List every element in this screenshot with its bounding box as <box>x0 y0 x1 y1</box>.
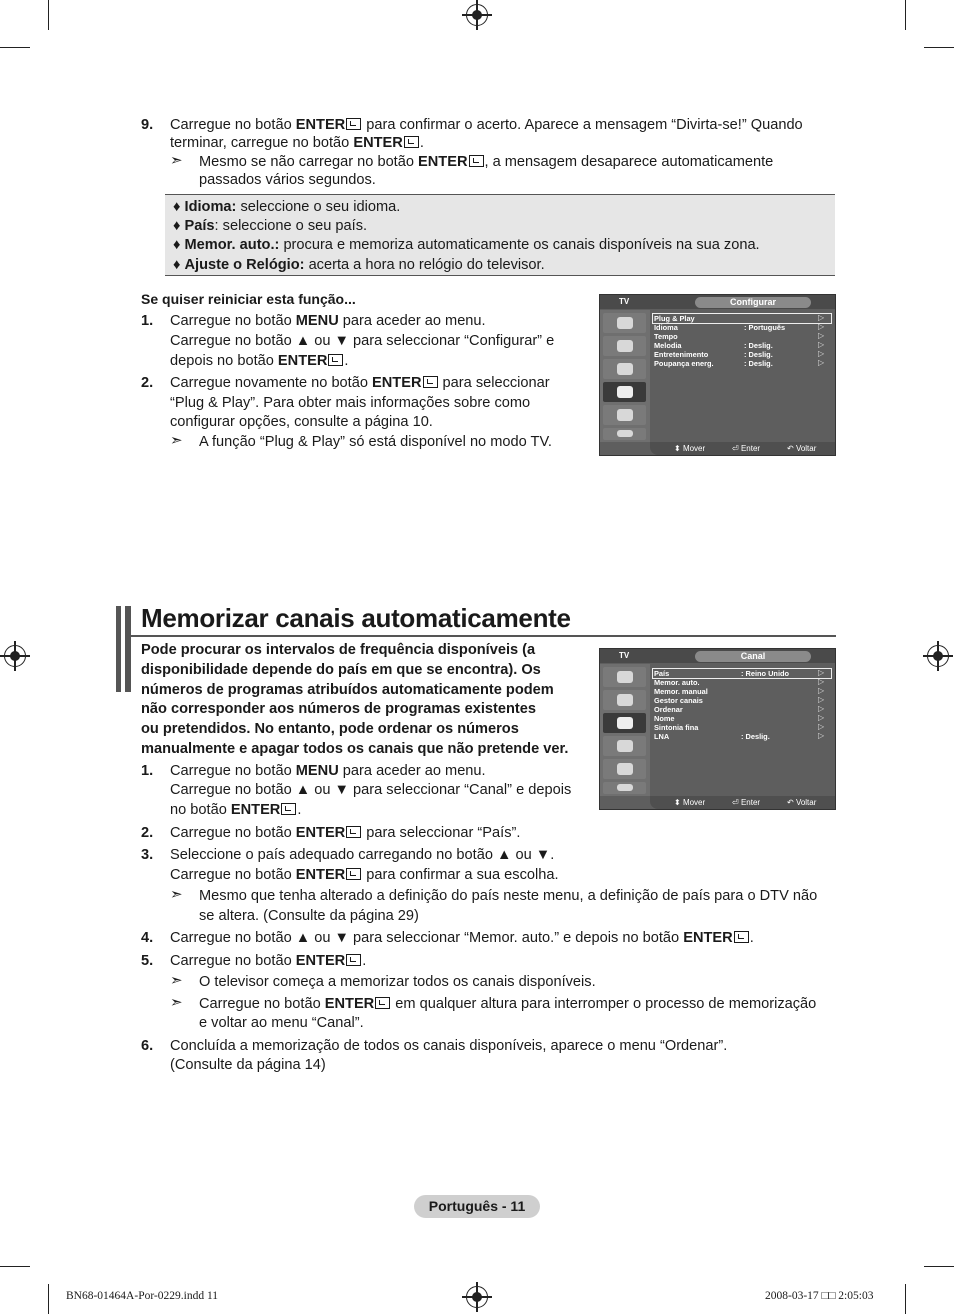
osd-row-label[interactable]: Nome <box>654 714 675 723</box>
reset-step-1-line-3: depois no botão ENTER . <box>170 353 349 369</box>
crop-mark <box>48 0 49 30</box>
osd-row-label[interactable]: Tempo <box>654 332 678 341</box>
step-9-note-cont: passados vários segundos. <box>199 172 376 188</box>
step-number: 2. <box>141 375 154 391</box>
osd-row-label[interactable]: Memor. auto. <box>654 678 700 687</box>
enter-hint: ⏎ Enter <box>732 798 761 807</box>
osd-row-value: : Reino Unido <box>741 669 790 678</box>
footer-file: BN68-01464A-Por-0229.indd 11 <box>66 1290 219 1302</box>
osd-row-label[interactable]: Ordenar <box>654 705 683 714</box>
step-number: 4. <box>141 930 154 946</box>
enter-icon <box>423 376 438 388</box>
step-3-line-1: Seleccione o país adequado carregando no botão ▲ ou ▼. <box>170 847 555 863</box>
picture-icon[interactable] <box>603 313 646 333</box>
osd-row-label[interactable]: Sintonia fina <box>654 723 699 732</box>
step-6-line-1: Concluída a memorização de todos os canais disponíveis, aparece o menu “Ordenar”. <box>170 1038 728 1054</box>
reset-step-2-line-1: Carregue novamente no botão ENTER para seleccionar <box>170 375 550 391</box>
step-5-note-2: Carregue no botão ENTER em qualquer altura para interromper o processo de memorização <box>199 996 817 1012</box>
osd-sidebar <box>600 310 650 442</box>
info-item: ♦ Idioma: seleccione o seu idioma. <box>173 199 401 215</box>
arrow-right-icon: ▷ <box>818 695 825 704</box>
osd-row-label[interactable]: Gestor canais <box>654 696 703 705</box>
note-arrow-icon: ➣ <box>170 994 183 1011</box>
enter-icon <box>281 803 296 815</box>
setup-icon[interactable] <box>603 382 646 402</box>
channel-icon[interactable] <box>603 713 646 733</box>
info-item: ♦ País: seleccione o seu país. <box>173 218 368 234</box>
step-1-line-1: Carregue no botão MENU para aceder ao menu. <box>170 763 486 779</box>
arrow-right-icon: ▷ <box>818 313 825 322</box>
arrow-right-icon: ▷ <box>818 722 825 731</box>
move-hint: ⬍ Mover <box>674 444 706 453</box>
crop-mark <box>905 0 906 30</box>
input-icon[interactable] <box>603 759 646 779</box>
channel-icon[interactable] <box>603 359 646 379</box>
application-icon[interactable] <box>603 428 646 440</box>
crop-mark <box>924 1266 954 1267</box>
osd-row-value: : Português <box>744 323 786 332</box>
osd-row-label[interactable]: País <box>654 669 670 678</box>
osd-tv-label: TV <box>619 651 630 660</box>
registration-mark-icon <box>466 1286 488 1308</box>
step-5: Carregue no botão ENTER . <box>170 953 367 969</box>
enter-icon <box>346 826 361 838</box>
application-icon[interactable] <box>603 782 646 794</box>
note-arrow-icon: ➣ <box>170 886 183 903</box>
step-number: 1. <box>141 313 154 329</box>
info-item: ♦ Memor. auto.: procura e memoriza automaticamente os canais disponíveis na sua zona. <box>173 237 760 253</box>
reset-step-2-note: A função “Plug & Play” só está disponível no modo TV. <box>199 434 552 450</box>
osd-row-value: : Deslig. <box>741 732 770 741</box>
step-number: 3. <box>141 847 154 863</box>
enter-icon <box>346 954 361 966</box>
reset-step-2-line-3: configurar opções, consulte a página 10. <box>170 414 433 430</box>
step-1-line-3: no botão ENTER . <box>170 802 302 818</box>
step-1-line-2: Carregue no botão ▲ ou ▼ para seleccionar “Canal” e depois <box>170 782 572 798</box>
step-number: 5. <box>141 953 154 969</box>
title-bar <box>116 606 121 692</box>
crop-mark <box>924 47 954 48</box>
step-number: 6. <box>141 1038 154 1054</box>
arrow-right-icon: ▷ <box>818 322 825 331</box>
arrow-right-icon: ▷ <box>818 677 825 686</box>
step-3-note-1: Mesmo que tenha alterado a definição do país neste menu, a definição de país para o DTV não <box>199 888 818 904</box>
step-3-line-2: Carregue no botão ENTER para confirmar a sua escolha. <box>170 867 559 883</box>
osd-footer <box>650 442 835 455</box>
osd-row-value: : Deslig. <box>744 350 773 359</box>
reset-heading: Se quiser reiniciar esta função... <box>141 291 356 307</box>
osd-row-label[interactable]: LNA <box>654 732 670 741</box>
enter-icon <box>404 136 419 148</box>
osd-tv-label: TV <box>619 297 630 306</box>
input-icon[interactable] <box>603 405 646 425</box>
step-5-note-1: O televisor começa a memorizar todos os canais disponíveis. <box>199 974 596 990</box>
osd-row-value: : Deslig. <box>744 341 773 350</box>
enter-icon <box>375 997 390 1009</box>
osd-row-label[interactable]: Memor. manual <box>654 687 708 696</box>
step-3-note-2: se altera. (Consulte da página 29) <box>199 908 419 924</box>
osd-row-label[interactable]: Poupança energ. <box>654 359 714 368</box>
tv-menu-configurar <box>599 294 836 456</box>
arrow-right-icon: ▷ <box>818 340 825 349</box>
info-box <box>165 194 835 276</box>
step-9-line-1: Carregue no botão ENTER para confirmar o acerto. Aparece a mensagem “Divirta-se!” Quando <box>170 117 803 133</box>
picture-icon[interactable] <box>603 667 646 687</box>
arrow-right-icon: ▷ <box>818 668 825 677</box>
tv-menu-canal <box>599 648 836 810</box>
arrow-right-icon: ▷ <box>818 358 825 367</box>
footer-timestamp: 2008-03-17 □□ 2:05:03 <box>765 1290 874 1302</box>
enter-icon <box>328 354 343 366</box>
step-number: 1. <box>141 763 154 779</box>
sound-icon[interactable] <box>603 336 646 356</box>
enter-icon <box>469 155 484 167</box>
reset-step-1-line-2: Carregue no botão ▲ ou ▼ para seleccionar “Configurar” e <box>170 333 555 349</box>
osd-row-value: : Deslig. <box>744 359 773 368</box>
arrow-right-icon: ▷ <box>818 349 825 358</box>
step-4: Carregue no botão ▲ ou ▼ para seleccionar “Memor. auto.” e depois no botão ENTER . <box>170 930 754 946</box>
osd-sidebar <box>600 664 650 796</box>
osd-row-label[interactable]: Plug & Play <box>654 314 695 323</box>
crop-mark <box>48 1284 49 1314</box>
move-hint: ⬍ Mover <box>674 798 706 807</box>
back-hint: ↶ Voltar <box>787 798 817 807</box>
enter-icon <box>734 931 749 943</box>
crop-mark <box>905 1284 906 1314</box>
osd-menu-title: Canal <box>695 651 811 662</box>
note-arrow-icon: ➣ <box>170 972 183 989</box>
note-arrow-icon: ➣ <box>170 432 183 449</box>
note-arrow-icon: ➣ <box>170 152 183 169</box>
title-underline <box>131 635 836 637</box>
step-9-note: Mesmo se não carregar no botão ENTER , a mensagem desaparece automaticamente <box>199 154 774 170</box>
enter-hint: ⏎ Enter <box>732 444 761 453</box>
setup-icon[interactable] <box>603 736 646 756</box>
step-6-line-2: (Consulte da página 14) <box>170 1057 326 1073</box>
reset-step-2-line-2: “Plug & Play”. Para obter mais informações sobre como <box>170 395 531 411</box>
osd-row-label[interactable]: Melodia <box>654 341 682 350</box>
section-intro: Pode procurar os intervalos de frequência disponíveis (a disponibilidade depende do país em que se encontra). Os números de programas atribuídos automaticamente podem não corresponder aos números de programas existentes ou pretendidos. No entanto, pode ordenar os números manualmente e apagar todos os canais que não pretende ver. <box>141 642 569 757</box>
crop-mark <box>0 1266 30 1267</box>
crop-mark <box>0 47 30 48</box>
osd-footer <box>650 796 835 809</box>
reset-step-1-line-1: Carregue no botão MENU para aceder ao menu. <box>170 313 486 329</box>
section-title: Memorizar canais automaticamente <box>141 603 571 633</box>
arrow-right-icon: ▷ <box>818 704 825 713</box>
enter-icon <box>346 118 361 130</box>
arrow-right-icon: ▷ <box>818 731 825 740</box>
arrow-right-icon: ▷ <box>818 686 825 695</box>
enter-icon <box>346 868 361 880</box>
registration-mark-icon <box>466 4 488 26</box>
osd-row-label[interactable]: Entretenimento <box>654 350 709 359</box>
arrow-right-icon: ▷ <box>818 713 825 722</box>
registration-mark-icon <box>4 645 26 667</box>
registration-mark-icon <box>927 645 949 667</box>
osd-row-label[interactable]: Idioma <box>654 323 678 332</box>
step-9-line-2: terminar, carregue no botão ENTER . <box>170 135 424 151</box>
step-5-note-3: e voltar ao menu “Canal”. <box>199 1015 364 1031</box>
osd-menu-title: Configurar <box>695 297 811 308</box>
info-item: ♦ Ajuste o Relógio: acerta a hora no relógio do televisor. <box>173 257 545 273</box>
arrow-right-icon: ▷ <box>818 331 825 340</box>
step-2: Carregue no botão ENTER para seleccionar “País”. <box>170 825 521 841</box>
title-bar <box>125 606 131 692</box>
back-hint: ↶ Voltar <box>787 444 817 453</box>
step-number: 9. <box>141 117 154 133</box>
step-number: 2. <box>141 825 154 841</box>
page-number-badge: Português - 11 <box>414 1195 540 1218</box>
sound-icon[interactable] <box>603 690 646 710</box>
